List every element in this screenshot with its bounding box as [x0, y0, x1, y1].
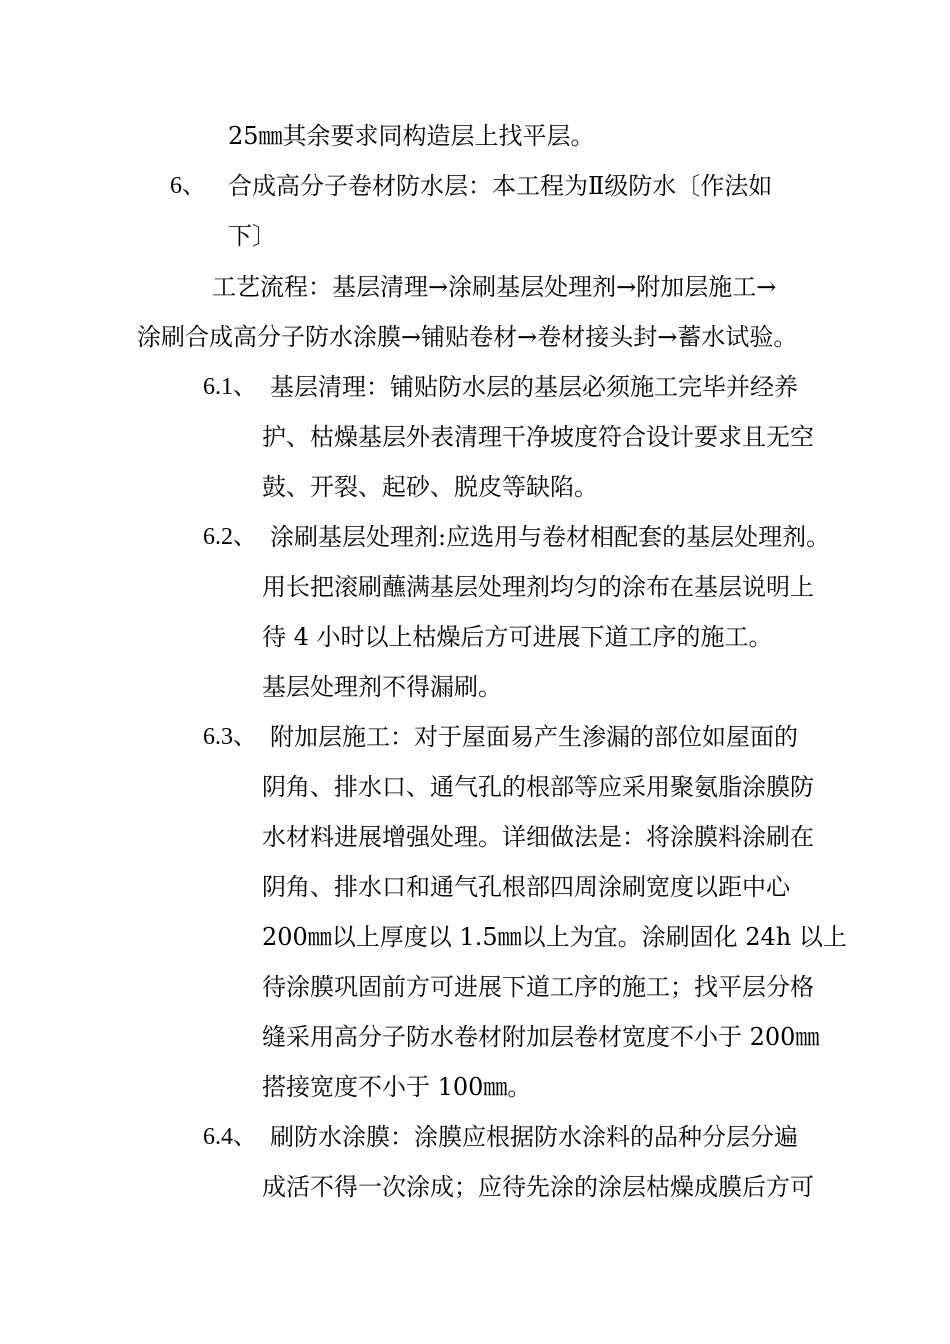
item-6-3-line-2: 阴角、排水口、通气孔的根部等应采用聚氨脂涂膜防	[262, 773, 814, 801]
item-6-3-line-7: 缝采用高分子防水卷材附加层卷材宽度不小于 200㎜	[262, 1023, 820, 1051]
item-6-3-line-1: 附加层施工：对于屋面易产生渗漏的部位如屋面的	[270, 723, 798, 751]
item-6-2-line-3: 待 4 小时以上枯燥后方可进展下道工序的施工。	[262, 623, 773, 651]
item-6-3-line-8: 搭接宽度不小于 100㎜。	[262, 1073, 532, 1101]
item-6-4-number: 6.4、	[203, 1124, 257, 1150]
section-6-line-2: 下〕	[228, 222, 276, 250]
item-6-2-line-2: 用长把滚刷蘸满基层处理剂均匀的涂布在基层说明上	[262, 573, 814, 601]
item-6-3-line-4: 阴角、排水口和通气孔根部四周涂刷宽度以距中心	[262, 873, 790, 901]
item-6-1-line-3: 鼓、开裂、起砂、脱皮等缺陷。	[262, 473, 598, 501]
item-6-2-line-1: 涂刷基层处理剂:应选用与卷材相配套的基层处理剂。	[270, 523, 831, 551]
item-6-1-line-2: 护、枯燥基层外表清理干净坡度符合设计要求且无空	[262, 423, 814, 451]
section-6-number: 6、	[170, 173, 206, 199]
item-6-1-number: 6.1、	[203, 374, 257, 400]
item-6-3-number: 6.3、	[203, 724, 257, 750]
continuation-line: 25㎜其余要求同构造层上找平层。	[228, 122, 595, 150]
process-flow-line-2: 涂刷合成高分子防水涂膜→铺贴卷材→卷材接头封→蓄水试验。	[137, 323, 798, 351]
item-6-4-line-1: 刷防水涂膜：涂膜应根据防水涂料的品种分层分遍	[270, 1123, 798, 1151]
item-6-2-line-4: 基层处理剂不得漏刷。	[262, 673, 502, 701]
item-6-1-line-1: 基层清理：铺贴防水层的基层必须施工完毕并经养	[270, 373, 798, 401]
item-6-3-line-3: 水材料进展增强处理。详细做法是：将涂膜料涂刷在	[262, 823, 814, 851]
item-6-3-line-5: 200㎜以上厚度以 1.5㎜以上为宜。涂刷固化 24h 以上	[262, 923, 847, 951]
process-flow-line-1: 工艺流程：基层清理→涂刷基层处理剂→附加层施工→	[212, 273, 777, 301]
section-6-line-1: 合成高分子卷材防水层：本工程为Ⅱ级防水〔作法如	[228, 172, 773, 200]
item-6-3-line-6: 待涂膜巩固前方可进展下道工序的施工；找平层分格	[262, 973, 814, 1001]
item-6-2-number: 6.2、	[203, 524, 257, 550]
item-6-4-line-2: 成活不得一次涂成；应待先涂的涂层枯燥成膜后方可	[262, 1173, 814, 1201]
